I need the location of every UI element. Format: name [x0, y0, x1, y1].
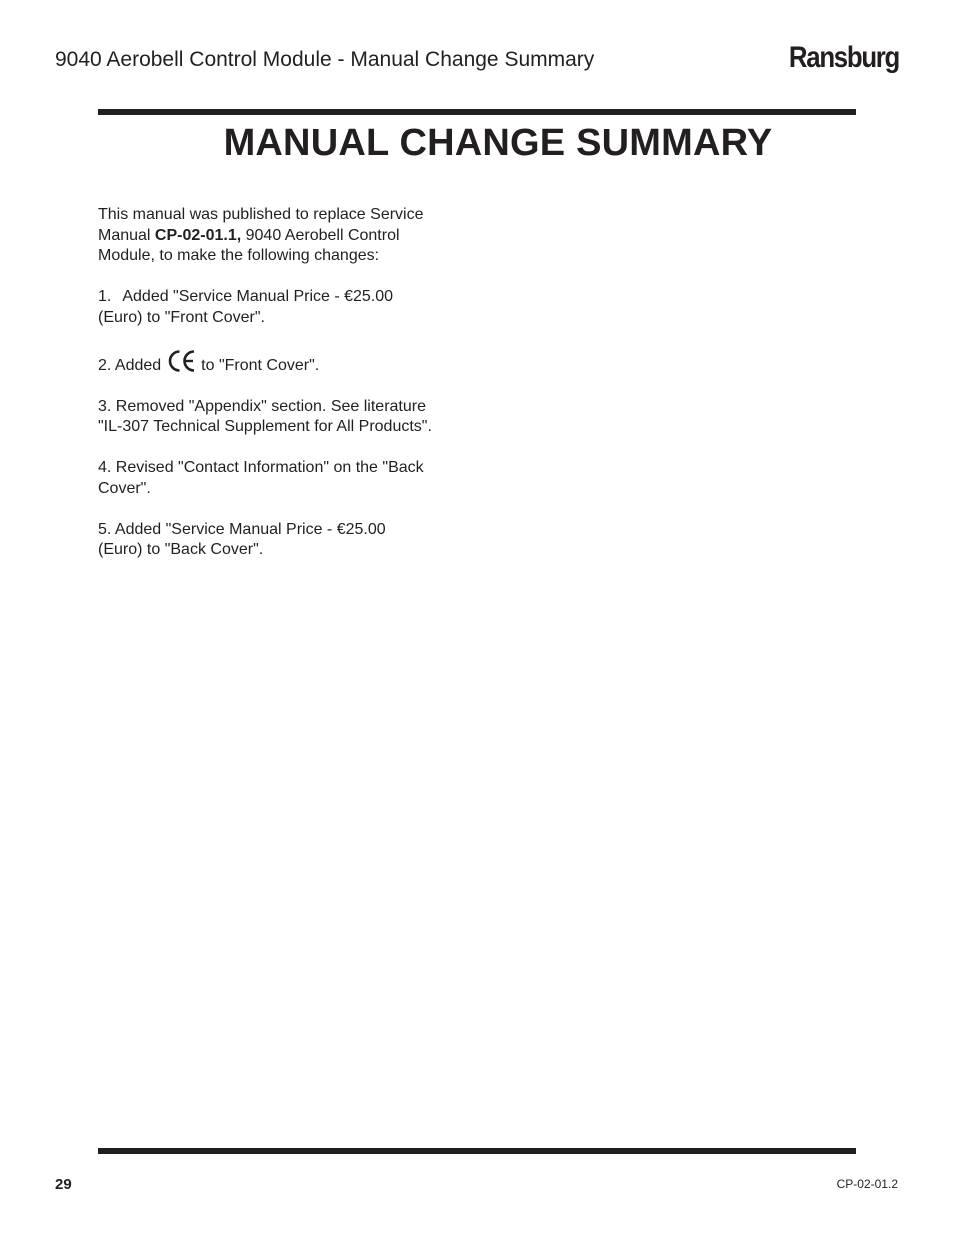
change-item-3-line-1: 3. Removed "Appendix" section. See literature	[98, 397, 426, 415]
change-item-5-line-2: (Euro) to "Back Cover".	[98, 541, 264, 558]
change-item-5	[98, 520, 468, 561]
change-item-2-suffix: to "Front Cover".	[201, 356, 320, 374]
intro-paragraph	[98, 205, 468, 267]
page-title: MANUAL CHANGE SUMMARY	[223, 122, 773, 164]
change-item-2	[98, 349, 468, 377]
change-summary-body	[98, 205, 468, 581]
page-number: 29	[55, 1176, 72, 1193]
change-item-1-text: Added "Service Manual Price - €25.00	[122, 288, 394, 305]
change-item-1-line-2: (Euro) to "Front Cover".	[98, 308, 265, 326]
change-item-2-line	[98, 349, 468, 377]
replaced-manual-code: CP-02-01.1,	[154, 226, 242, 244]
change-item-4	[98, 458, 468, 499]
change-item-3-line-2: "IL-307 Technical Supplement for All Products".	[98, 418, 432, 435]
change-item-3	[98, 397, 468, 438]
change-item-4-line-1: 4. Revised "Contact Information" on the "Back	[98, 459, 424, 476]
header-title: 9040 Aerobell Control Module - Manual Change Summary	[55, 48, 595, 71]
bottom-divider	[98, 1148, 856, 1154]
change-item-4-line-2: Cover".	[98, 479, 151, 497]
brand-logo: Ransburg	[788, 41, 899, 74]
change-item-1	[98, 287, 468, 328]
intro-line-2-suffix: 9040 Aerobell Control	[241, 226, 400, 244]
intro-line-3: Module, to make the following changes:	[98, 247, 380, 264]
intro-line-2-prefix: Manual	[98, 226, 155, 244]
change-item-1-number: 1.	[98, 288, 112, 305]
change-item-2-prefix: 2. Added	[98, 356, 162, 374]
intro-line-2	[98, 226, 468, 247]
change-item-5-line-1: 5. Added "Service Manual Price - €25.00	[98, 520, 386, 538]
intro-line-1: This manual was published to replace Service	[98, 206, 424, 223]
document-code: CP-02-01.2	[836, 1177, 898, 1191]
top-divider	[98, 109, 856, 115]
ce-mark-icon	[167, 349, 197, 373]
change-item-1-line-1	[98, 287, 468, 308]
